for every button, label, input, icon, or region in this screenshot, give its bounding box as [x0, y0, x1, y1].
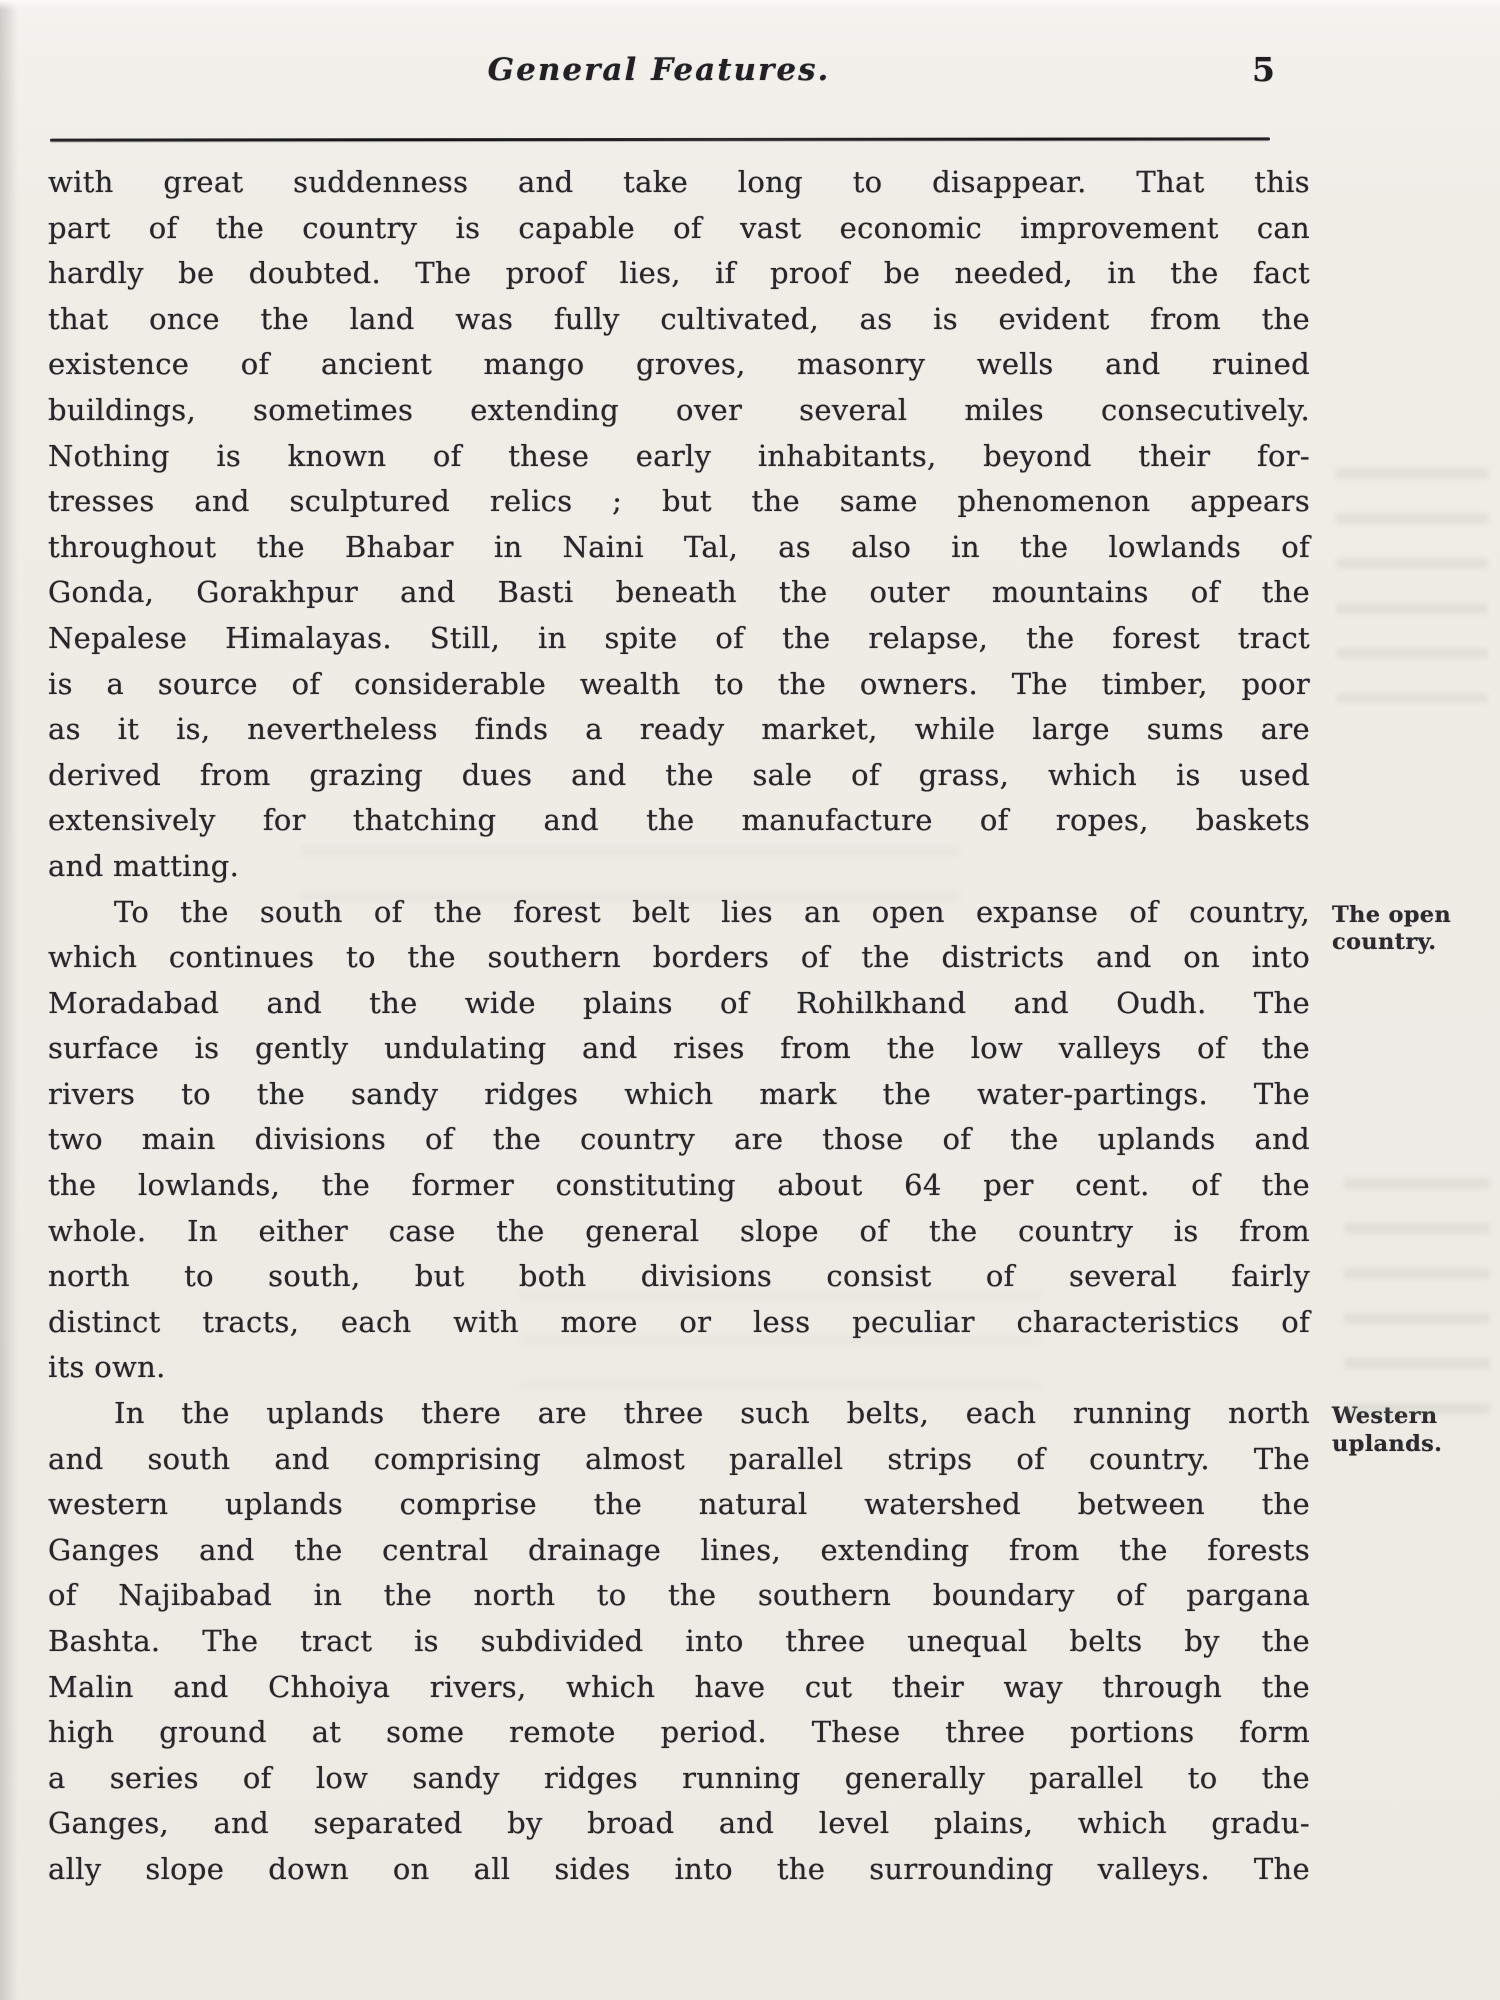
text-line: extensively for thatching and the manufacture of ropes, baskets	[48, 803, 1310, 838]
text-line: and matting.	[48, 848, 240, 883]
text-line: whole. In either case the general slope of the country is from	[48, 1213, 1310, 1248]
scan-top-highlight	[0, 0, 1500, 10]
text-line: ally slope down on all sides into the surrounding valleys. The	[48, 1851, 1310, 1886]
text-line: distinct tracts, each with more or less peculiar characteristics of	[48, 1304, 1310, 1339]
text-line: throughout the Bhabar in Naini Tal, as also in the lowlands of	[48, 529, 1310, 564]
text-line: In the uplands there are three such belts, each running north	[114, 1396, 1310, 1431]
text-line: and south and comprising almost parallel strips of country. The	[48, 1441, 1310, 1476]
text-line: To the south of the forest belt lies an open expanse of country,	[114, 894, 1310, 929]
margin-note: The open country.	[1332, 901, 1452, 955]
text-block	[48, 160, 1452, 1893]
text-line: tresses and sculptured relics ; but the same phenomenon appears	[48, 484, 1310, 519]
paragraph	[48, 1391, 1443, 1893]
text-line: existence of ancient mango groves, masonry wells and ruined	[48, 347, 1310, 382]
text-line: is a source of considerable wealth to the owners. The timber, poor	[48, 666, 1310, 701]
text-line: Ganges and the central drainage lines, extending from the forests	[48, 1532, 1310, 1567]
text-line: that once the land was fully cultivated, as is evident from the	[48, 301, 1310, 336]
text-line: buildings, sometimes extending over several miles consecutively.	[48, 392, 1310, 427]
paragraph	[48, 890, 1452, 1392]
text-line: western uplands comprise the natural watershed between the	[48, 1487, 1310, 1522]
text-line: Ganges, and separated by broad and level plains, which gradu-	[48, 1806, 1310, 1841]
text-line: of Najibabad in the north to the southern boundary of pargana	[48, 1578, 1310, 1613]
page-number: 5	[1252, 50, 1275, 89]
text-line: derived from grazing dues and the sale of grass, which is used	[48, 757, 1310, 792]
text-line: Moradabad and the wide plains of Rohilkhand and Oudh. The	[48, 985, 1310, 1020]
text-line: Bashta. The tract is subdivided into three unequal belts by the	[48, 1624, 1310, 1658]
text-line: hardly be doubted. The proof lies, if proof be needed, in the fact	[48, 256, 1310, 291]
text-line: as it is, nevertheless finds a ready market, while large sums are	[48, 712, 1310, 747]
margin-note: Western uplands.	[1332, 1403, 1443, 1457]
page-header-title: General Features.	[487, 52, 831, 88]
paragraph	[48, 160, 1310, 890]
text-line: rivers to the sandy ridges which mark the water-partings. The	[48, 1076, 1310, 1111]
text-line: high ground at some remote period. These three portions form	[48, 1715, 1310, 1750]
text-line: north to south, but both divisions consist of several fairly	[48, 1259, 1310, 1294]
text-line: its own.	[48, 1350, 166, 1385]
text-line: Malin and Chhoiya rivers, which have cut their way through the	[48, 1669, 1310, 1704]
text-line: Gonda, Gorakhpur and Basti beneath the outer mountains of the	[48, 575, 1310, 610]
text-line: a series of low sandy ridges running generally parallel to the	[48, 1760, 1310, 1795]
text-line: two main divisions of the country are those of the uplands and	[48, 1122, 1310, 1157]
text-line: part of the country is capable of vast economic improvement can	[48, 210, 1310, 245]
text-line: Nepalese Himalayas. Still, in spite of the relapse, the forest tract	[48, 620, 1310, 655]
text-line: Nothing is known of these early inhabitants, beyond their for-	[48, 438, 1310, 473]
text-line: which continues to the southern borders of the districts and on into	[48, 940, 1310, 975]
header-rule	[50, 137, 1270, 141]
text-line: surface is gently undulating and rises from the low valleys of the	[48, 1031, 1310, 1066]
scan-edge-shadow	[0, 0, 18, 2000]
text-line: with great suddenness and take long to disappear. That this	[48, 165, 1310, 199]
bleedthrough-smudge	[1336, 468, 1488, 703]
text-line: the lowlands, the former constituting about 64 per cent. of the	[48, 1168, 1310, 1203]
